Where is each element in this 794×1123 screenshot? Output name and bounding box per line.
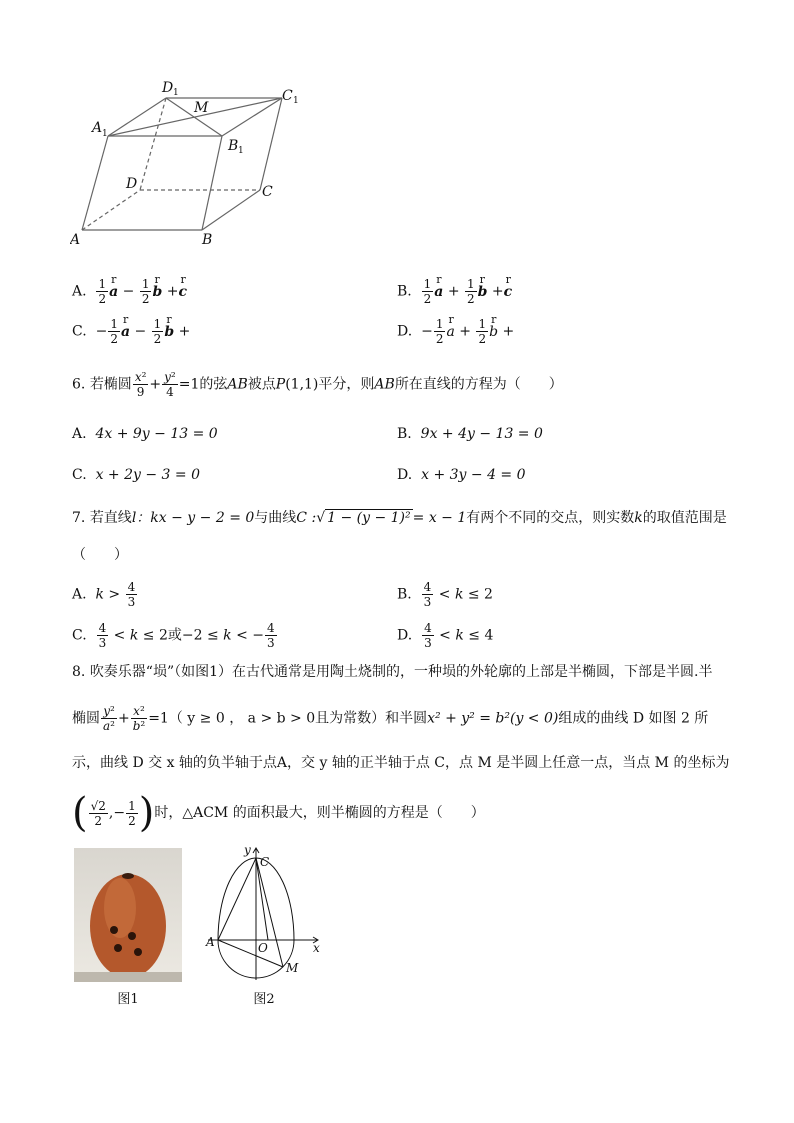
point-a-label: A: [206, 935, 215, 949]
axis-y-label: y: [244, 843, 251, 857]
q5-option-a[interactable]: A. $\frac{1}{2}$ r a − $\frac{1}{2}$ r b +r c: [72, 277, 187, 306]
label-D: D: [126, 176, 138, 192]
axis-x-label: x: [313, 941, 320, 955]
q5-option-b[interactable]: B. $\frac{1}{2}$ r a + $\frac{1}{2}$ r b +r c: [397, 277, 512, 306]
origin-label: O: [258, 941, 268, 955]
q6-option-b[interactable]: B. 9x + 4y − 13 = 0: [397, 426, 543, 442]
q6-option-c[interactable]: C. x + 2y − 3 = 0: [72, 467, 200, 483]
q8-line1: 8. 吹奏乐器“埙”（如图1）在古代通常是用陶土烧制的，一种埙的外轮廓的上部是半椭圆，下部是半圆.半: [72, 664, 713, 680]
q6-stem: 6. 若椭圆 $\frac{\text{x²}}{9}$ + $\frac{\text{y²}}{4}$ =1的弦AB被点P(1,1)平分，则AB所在直线的方程为（ ）: [72, 370, 563, 399]
label-C: C: [262, 184, 273, 200]
q5-option-d[interactable]: D. − $\frac{1}{2}$ r a + $\frac{1}{2}$ r b +: [397, 317, 514, 346]
label-C1: C: [282, 88, 293, 104]
label-D1: D: [162, 80, 174, 96]
q7-option-d[interactable]: D. $\frac{4}{3}$ < k ≤ 4: [397, 621, 494, 650]
sub-D1: 1: [173, 88, 179, 98]
q7-option-c[interactable]: C. $\frac{4}{3}$ < k ≤ 2或−2 ≤ k < − $\frac{4}{3}$: [72, 621, 275, 650]
xun-photo: [74, 848, 182, 982]
q7-option-b[interactable]: B. $\frac{4}{3}$ < k ≤ 2: [397, 580, 493, 609]
q8-line2: 椭圆 $\frac{\text{y²}}{\text{a²}}$ + $\frac{\text{x²}}{\text{b²}}$ =1（ y ≥ 0 ， a > b > 0且为常数）和半圆x² + y² = b²(y < 0)组成的曲线 D 如图 2 所: [72, 704, 709, 733]
sub-A1: 1: [102, 129, 108, 139]
fig1-caption: 图1: [117, 992, 139, 1007]
fig2-caption: 图2: [253, 992, 275, 1007]
q5-option-c[interactable]: C. − $\frac{1}{2}$ r a − $\frac{1}{2}$ r b +: [72, 317, 190, 346]
q7-option-a[interactable]: A. k > $\frac{4}{3}$: [72, 580, 136, 609]
sub-B1: 1: [238, 146, 244, 156]
sub-C1: 1: [293, 96, 299, 106]
xun-illustration: [74, 848, 182, 982]
q6-option-a[interactable]: A. 4x + 9y − 13 = 0: [72, 426, 218, 442]
curve-diagram: [200, 840, 330, 985]
label-B: B: [202, 232, 213, 248]
parallelepiped-figure: [70, 78, 310, 250]
label-A: A: [70, 232, 81, 248]
label-A1: A: [92, 120, 103, 136]
q7-stem: 7. 若直线l：kx − y − 2 = 0与曲线C :√ 1 − (y − 1)² = x − 1有两个不同的交点，则实数k的取值范围是: [72, 510, 727, 526]
label-M: M: [194, 100, 209, 116]
q8-line3: 示，曲线 D 交 x 轴的负半轴于点A，交 y 轴的正半轴于点 C，点 M 是半圆上任意一点，当点 M 的坐标为: [72, 755, 730, 771]
point-c-label: C: [260, 855, 270, 869]
q8-line4: ( $\frac{√2}{2}$ ,− $\frac{1}{2}$ )时，△ACM 的面积最大，则半椭圆的方程是（ ）: [72, 790, 485, 836]
point-m-label: M: [286, 961, 299, 975]
q6-option-d[interactable]: D. x + 3y − 4 = 0: [397, 467, 526, 483]
label-B1: B: [228, 138, 239, 154]
q7-paren: （ ）: [72, 547, 128, 563]
